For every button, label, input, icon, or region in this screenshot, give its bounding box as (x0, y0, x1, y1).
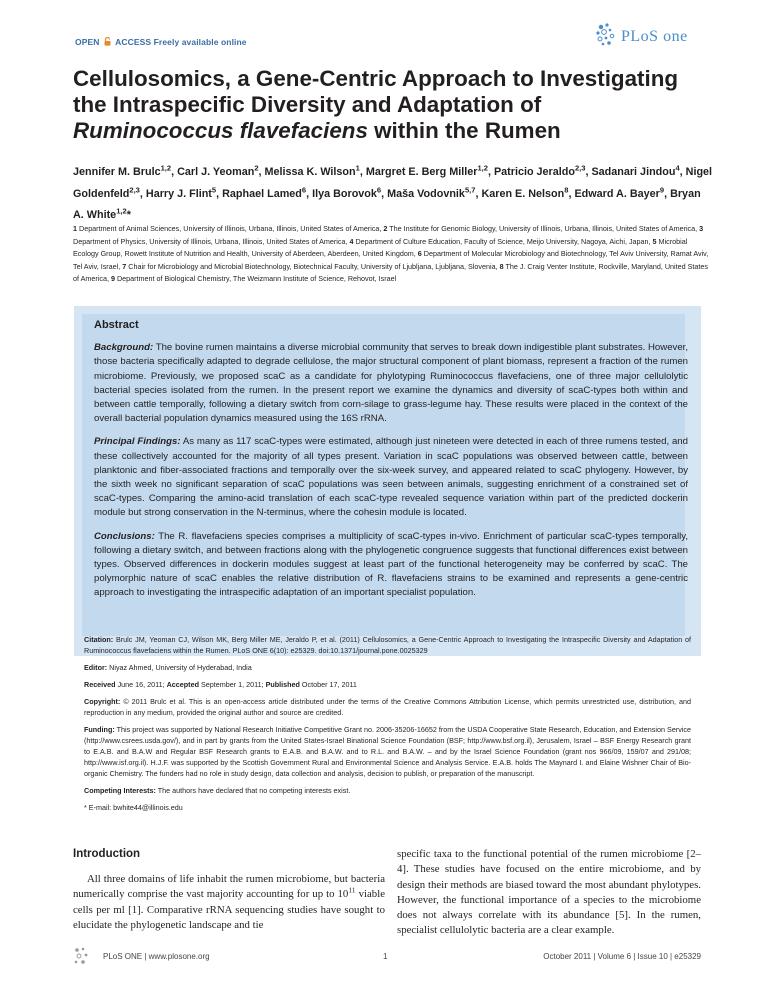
citation: Citation: Brulc JM, Yeoman CJ, Wilson MK, Berg Miller ME, Jeraldo P, et al. (2011) Cellulosomics, a Gene-Centric Approach to Investigating the Intraspecific Diversity and Adaptation of Ruminococcus flavefaciens within the Rumen. PLoS ONE 6(10): e25329. doi:10.1371/journal.pone.0025329 (84, 635, 691, 655)
footer-page-number: 1 (383, 952, 388, 961)
author-affiliation-sup: 1,2 (160, 163, 172, 173)
footer-journal[interactable]: PLoS ONE | www.plosone.org (103, 952, 210, 961)
author-list: Jennifer M. Brulc$^{1,2}$, Carl J. Yeoman$^2$, Melissa K. Wilson$^1$, Margret E. Berg Miller$^{1,2}$, Patricio Jeraldo$^{2,3}$, Sadanari Jindou$^4$, Nigel Goldenfeld$^{2,3}$, Harry J. Flint$^5$, Raphael Lamed$^6$, Ilya Borovok$^6$, Maša Vodovnik$^{5,7}$, Karen E. Nelson$^8$, Edward A. Bayer$^9$, Bryan A. White$^{1,2}$* (73, 163, 713, 221)
plos-one-logo (595, 22, 705, 50)
affiliations (73, 223, 713, 286)
author-name: Patricio Jeraldo (493, 166, 575, 178)
title-line-2: the Intraspecific Diversity and Adaptation of (73, 92, 542, 118)
intro-paragraph-continued: specific taxa to the functional potential of the rumen microbiome [2–4]. These studies have focused on the entire microbiome, and by design their methods are biased toward the most abundant phylotypes. However, the functional importance of a species to the microbiome does not always correlate with its abundance [5]. In the rumen, specialist cellulolytic bacteria are a clear example. (397, 848, 701, 937)
author-affiliation-sup: 9 (659, 184, 665, 194)
author-name: Jennifer M. Brulc (73, 166, 161, 178)
affiliation-number: 3 (699, 224, 704, 233)
plos-one-wordmark: PLoS one (621, 28, 688, 45)
affiliation-number: 8 (499, 261, 504, 271)
author-affiliation-sup: 5,7 (464, 184, 476, 194)
author-name: Bryan A. White (73, 187, 701, 221)
author-name: Edward A. Bayer (574, 187, 660, 200)
author-name: Nigel Goldenfeld (73, 166, 713, 200)
author-name: Maša Vodovnik (387, 187, 465, 200)
affiliation-text: Department of Biological Chemistry, The Weizmann Institute of Science, Rehovot, Israel (116, 274, 397, 283)
author-affiliation-sup: 1,2 (116, 206, 127, 216)
footer-issue: October 2011 | Volume 6 | Issue 10 | e25329 (543, 952, 701, 961)
abstract-background: Background: The bovine rumen maintains a diverse microbial community that serves to break down indigestible plant substrates. However, those bacteria specifically adapted to degrade cellulose, the major structural component of plant biomass, represent a fraction of the rumen microbiome. Previously, we proposed scaC as a candidate for phylotyping Ruminococcus flavefaciens, one of three major cellulolytic bacterial species isolated from the rumen. In the present report we examine the dynamics and diversity of scaC-types both within and between cattle temporally, following a dietary switch from corn-silage to grass-legume hay. These results were placed in the context of the overall bacterial population dynamics measured using the 16S rRNA. (94, 342, 688, 425)
competing-interests: Competing Interests: The authors have declared that no competing interests exist. (84, 786, 351, 795)
affiliation-text: The J. Craig Venter Institute, Rockville, Maryland, United States of America, (73, 261, 708, 283)
abstract (94, 318, 688, 610)
title-line-3-rest: within the Rumen (367, 118, 561, 144)
affiliation-number: 1 (73, 224, 77, 233)
abstract-findings: Principal Findings: As many as 117 scaC-types were estimated, although just nineteen were detected in each of three rumens tested, and these collectively accounted for the majority of all types present. Variation in scaC populations was observed between cattle, between planktonic and fiber-associated fractions and temporally over the six-week survey, and appeared related to scaC phylogeny. However, by the sixth week no significant separation of scaC populations was seen between animals, suggesting enrichment of a constrained set of scaC-types. Comparing the amino-acid translation of each scaC-type revealed sequence variation within part of the predicted dockerin module but strong conservation in the N-terminus, where the cohesin module is located. (94, 436, 688, 519)
affiliation-text: Department of Molecular Microbiology and Biotechnology, Tel Aviv University, Ramat Aviv, Tel Aviv, Israel, (73, 249, 709, 271)
author-affiliation-sup: 1 (355, 163, 360, 173)
author-name: Ilya Borovok (312, 187, 377, 200)
affiliation-number: 2 (383, 224, 388, 233)
author-name: Harry J. Flint (145, 187, 212, 200)
corresponding-asterisk: * (126, 209, 131, 221)
title-line-3 (73, 118, 713, 144)
introduction-heading: Introduction (73, 848, 141, 860)
footer-plos-dots-icon (73, 946, 99, 966)
title-species: Ruminococcus flavefaciens (73, 118, 368, 144)
affiliation-text: Chair for Microbiology and Microbial Biotechnology, Biotechnical Faculty, University of Ljubljana, Ljubljana, Slovenia, (128, 261, 498, 271)
body-column-right (397, 847, 701, 939)
affiliation-text: Department of Animal Sciences, University of Illinois, Urbana, Illinois, United States of America, (79, 224, 382, 233)
plos-dots-icon (595, 22, 621, 50)
affiliation-number: 4 (349, 236, 354, 246)
open-lock-icon (104, 37, 111, 46)
copyright: Copyright: © 2011 Brulc et al. This is an open-access article distributed under the terms of the Creative Commons Attribution License, which permits unrestricted use, distribution, and reproduction in any medium, provided the original author and source are credited. (84, 697, 691, 717)
author-affiliation-sup: 2,3 (574, 163, 586, 173)
affiliation-number: 9 (110, 274, 115, 283)
abstract-conclusions: Conclusions: The R. flavefaciens species comprises a multiplicity of scaC-types in-vivo. Enrichment of particular scaC-types temporally, following a dietary switch, and between fractions along with the phylogenetic congruence suggests that functional differences exist between types. Observed differences in dockerin modules suggest at least part of the functional heterogeneity may be conferred by scaC. The polymorphic nature of scaC enables the relative distribution of R. flavefaciens strains to be examined and represents a gene-centric approach to investigating the intraspecific adaptation of an important specialist population. (94, 530, 688, 599)
corresponding-email[interactable]: * E-mail: bwhite44@illinois.edu (84, 803, 183, 812)
author-name: Margret E. Berg Miller (365, 166, 478, 178)
article-title (73, 66, 713, 145)
affiliation-number: 7 (122, 261, 127, 271)
open-access-banner (75, 37, 247, 47)
affiliation-text: Microbial Ecology Group, Rowett Institute of Nutrition and Health, University of Aberdeen, Aberdeen, United Kingdom, (73, 236, 688, 258)
author-name: Melissa K. Wilson (264, 166, 356, 178)
title-line-1: Cellulosomics, a Gene-Centric Approach to Investigating (73, 66, 679, 91)
body-column-left (73, 872, 385, 933)
free-label: Freely available online (153, 37, 247, 47)
author-name: Karen E. Nelson (481, 187, 565, 200)
affiliation-text: The Institute for Genomic Biology, University of Illinois, Urbana, Illinois, United States of America, (389, 224, 698, 233)
author-name: Carl J. Yeoman (177, 166, 255, 178)
editor: Editor: Niyaz Ahmed, University of Hyderabad, India (84, 663, 252, 672)
affiliation-number: 6 (417, 249, 422, 258)
affiliation-text: Department of Physics, University of Illinois, Urbana, Illinois, United States of America, (73, 236, 348, 246)
dates: Received June 16, 2011; Accepted September 1, 2011; Published October 17, 2011 (84, 680, 357, 689)
abstract-heading: Abstract (94, 319, 139, 331)
author-affiliation-sup: 1,2 (477, 163, 488, 173)
author-affiliation-sup: 4 (675, 163, 680, 173)
author-affiliation-sup: 8 (564, 184, 569, 194)
author-affiliation-sup: 5 (211, 184, 217, 194)
funding: Funding: This project was supported by National Research Initiative Competitive Grant no. 2006-35206-16652 from the USDA Cooperative State Research, Education, and Extension Service (http://www.csrees.usda.gov/), and in part by grants from the United States-Israel Binational Science Foundation (BSF; http://www.bsf.org.il), Jerusalem, Israel – BSF Energy Research grant to E.A.B. and B.A.W and Regular BSF Research grants to E.A.B. and B.A.W. and to R.L. and B.A.W. – and by the Israel Science Foundation (grant nos 966/09, 159/07 and 291/08; http://www.isf.org.il). H.J.F. was supported by the Scottish Government Rural and Environmental Science and Analysis Service. E.A.B. holds The Maynard I. and Elaine Wishner Chair of Bio-organic Chemistry. The funders had no role in study design, data collection and analysis, decision to publish, or preparation of the manuscript. (84, 725, 691, 778)
affiliation-number: 5 (652, 236, 657, 246)
author-affiliation-sup: 6 (376, 184, 382, 194)
author-affiliation-sup: 6 (301, 184, 307, 194)
intro-paragraph-1: All three domains of life inhabit the rumen microbiome, but bacteria numerically comprise the vast majority accounting for up to $10^{11}$ viable cells per ml [1]. Comparative rRNA sequencing studies have sought to elucidate the phylogenetic landscape and tie (73, 873, 385, 931)
author-name: Raphael Lamed (222, 187, 302, 200)
article-metadata (84, 634, 691, 819)
open-label: OPEN (75, 37, 100, 47)
author-affiliation-sup: 2,3 (129, 184, 140, 194)
affiliation-text: Department of Culture Education, Faculty of Science, Meijo University, Nagoya, Aichi, Japan, (355, 236, 651, 246)
author-name: Sadanari Jindou (591, 166, 676, 178)
access-label: ACCESS (115, 37, 152, 47)
author-affiliation-sup: 2 (254, 163, 259, 173)
